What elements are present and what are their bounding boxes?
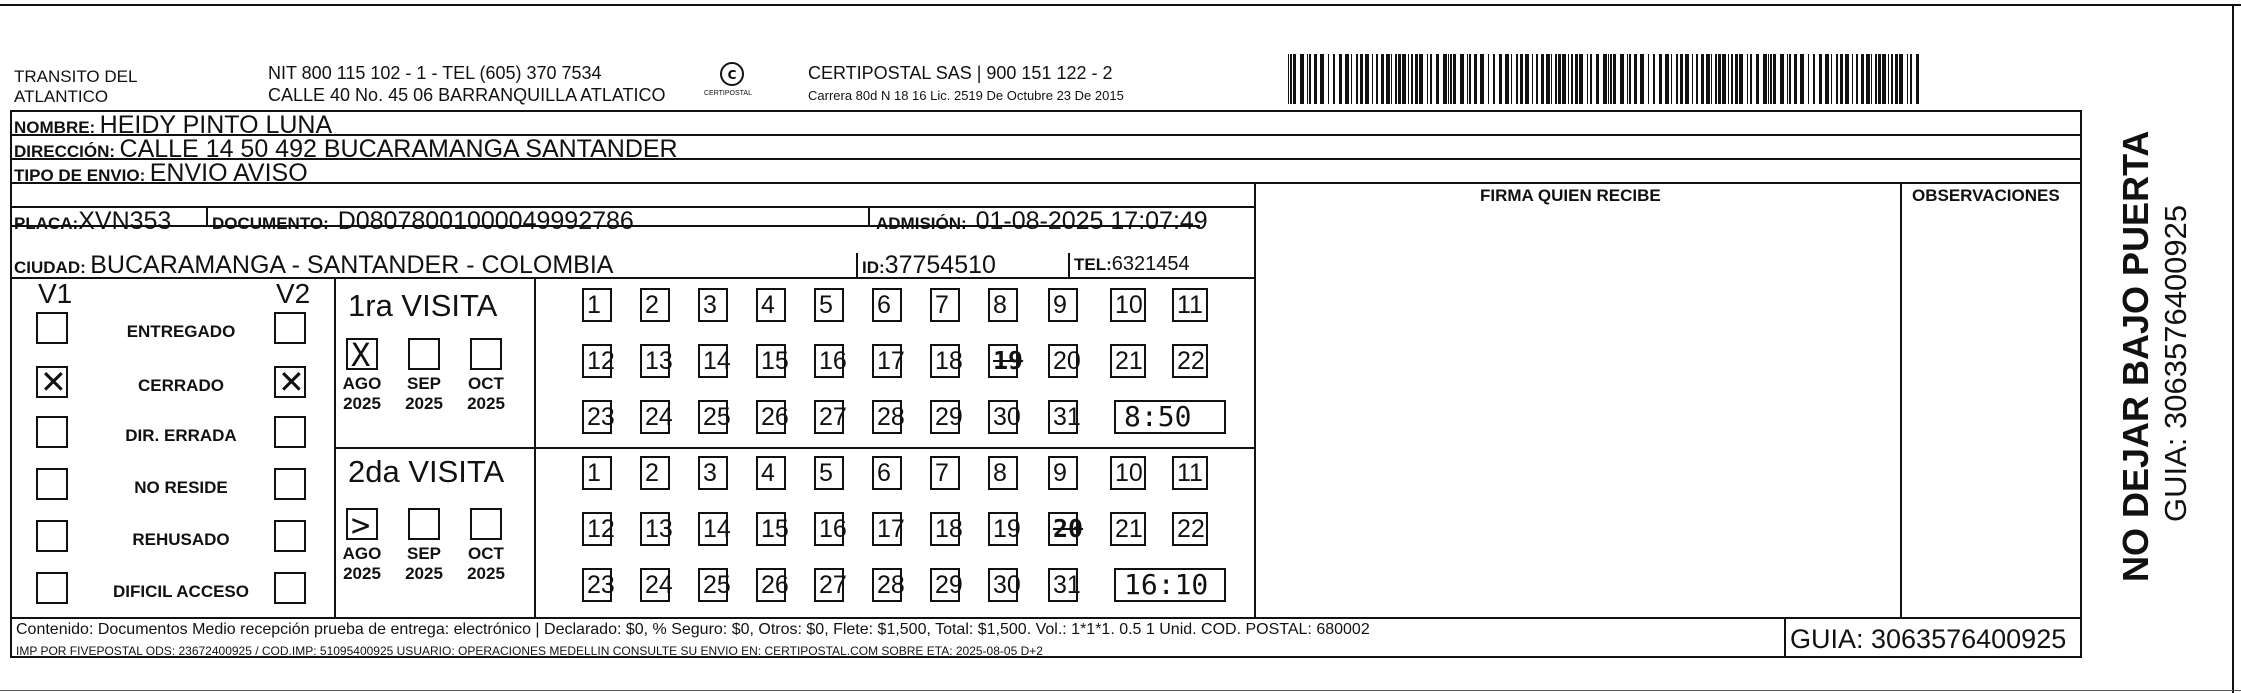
barcode-bar xyxy=(1696,54,1698,104)
barcode-bar xyxy=(1866,54,1870,104)
barcode-bar xyxy=(1493,54,1495,104)
barcode-bar xyxy=(1750,54,1752,104)
address-label: DIRECCIÓN: xyxy=(14,142,116,161)
barcode-bar xyxy=(1328,54,1329,104)
barcode-bar xyxy=(1571,54,1573,104)
barcode-bar xyxy=(1376,54,1378,104)
barcode-bar xyxy=(1722,54,1726,104)
address-row xyxy=(14,137,678,162)
barcode-bar xyxy=(1590,54,1592,104)
first-day-8[interactable]: 8 xyxy=(988,288,1018,322)
barcode-bar xyxy=(1402,54,1406,104)
month-name: AGO xyxy=(342,374,382,393)
barcode-bar xyxy=(1856,54,1858,104)
first-day-25[interactable]: 25 xyxy=(698,400,728,434)
side-guide: GUIA: 3063576400925 xyxy=(2158,204,2193,522)
second-month-box-0[interactable] xyxy=(346,506,378,544)
barcode-bar xyxy=(1430,54,1432,104)
second-month-box-1[interactable] xyxy=(408,508,440,540)
city-value: BUCARAMANGA - SANTANDER - COLOMBIA xyxy=(90,251,614,279)
admission-value: 01-08-2025 17:07:49 xyxy=(975,207,1208,235)
first-month-label-1 xyxy=(394,374,454,414)
courier-line: CERTIPOSTAL SAS | 900 151 122 - 2 xyxy=(808,63,1113,83)
second-month-box-2[interactable] xyxy=(470,508,502,540)
second-day-1[interactable]: 1 xyxy=(582,456,612,490)
v2-checkbox-1[interactable] xyxy=(274,363,306,401)
barcode-bar xyxy=(1676,54,1678,104)
first-day-3[interactable]: 3 xyxy=(698,288,728,322)
barcode-bar xyxy=(1443,54,1447,104)
first-visit-time[interactable]: 8:50 xyxy=(1114,400,1226,434)
barcode-bar xyxy=(1613,54,1616,104)
month-year: 2025 xyxy=(467,394,505,413)
second-day-23[interactable]: 23 xyxy=(582,568,612,602)
barcode-bar xyxy=(1516,54,1518,104)
barcode-bar xyxy=(1608,54,1609,104)
document-label: DOCUMENTO: xyxy=(212,214,329,233)
second-day-2[interactable]: 2 xyxy=(640,456,670,490)
logo-text: CERTIPOSTAL xyxy=(704,90,752,97)
recipient-address: CALLE 14 50 492 BUCARAMANGA SANTANDER xyxy=(119,135,678,163)
v2-checkbox-5[interactable] xyxy=(274,572,306,604)
second-visit-title: 2da VISITA xyxy=(348,454,505,489)
tel-value: 6321454 xyxy=(1111,253,1190,275)
first-day-4[interactable]: 4 xyxy=(756,288,786,322)
second-day-10[interactable]: 10 xyxy=(1110,456,1146,490)
second-day-4[interactable]: 4 xyxy=(756,456,786,490)
barcode-bar xyxy=(1852,54,1853,104)
barcode-bar xyxy=(1706,54,1710,104)
barcode-bar xyxy=(1293,54,1296,104)
barcode-bar xyxy=(1819,54,1822,104)
first-day-marked: 19 xyxy=(993,346,1024,375)
barcode-bar xyxy=(1701,54,1704,104)
first-month-box-0[interactable] xyxy=(346,336,378,374)
barcode-bar xyxy=(1568,54,1569,104)
barcode-bar xyxy=(1845,54,1849,104)
barcode-bar xyxy=(1309,54,1311,104)
guide-box: GUIA: 3063576400925 xyxy=(1790,624,2067,654)
barcode-bar xyxy=(1747,54,1748,104)
barcode-bar xyxy=(1728,54,1729,104)
barcode-bar xyxy=(1579,54,1583,104)
barcode-bar xyxy=(1365,54,1369,104)
status-label-0: ENTREGADO xyxy=(126,322,236,341)
barcode-bar xyxy=(1692,54,1693,104)
content-line: Contenido: Documentos Medio recepción prueba de entrega: electrónico | Declarado: $0, % Seguro: $0, Otros: $0, Flete: $1,500, Total: $1,500. Vol.: 1*1*1. 0.5 1 Unid. COD. POSTAL: 680002 xyxy=(16,621,1370,638)
barcode-bar xyxy=(1634,54,1637,104)
barcode-bar xyxy=(1878,54,1881,104)
recipient-name: HEIDY PINTO LUNA xyxy=(99,111,333,139)
status-label-3: NO RESIDE xyxy=(134,478,228,497)
barcode-bar xyxy=(1831,54,1832,104)
first-day-1[interactable]: 1 xyxy=(582,288,612,322)
barcode-bar xyxy=(1891,54,1893,104)
barcode-bar xyxy=(1474,54,1477,104)
barcode-bar xyxy=(1345,54,1349,104)
barcode-bar xyxy=(1768,54,1769,104)
company-line1: TRANSITO DEL xyxy=(14,67,138,86)
barcode-bar xyxy=(1541,54,1544,104)
barcode-bar xyxy=(1467,54,1468,104)
first-day-16[interactable]: 16 xyxy=(814,344,844,378)
courier-address: Carrera 80d N 18 16 Lic. 2519 De Octubre 23 De 2015 xyxy=(808,88,1124,103)
barcode-bar xyxy=(1787,54,1788,104)
first-day-5[interactable]: 5 xyxy=(814,288,844,322)
barcode-bar xyxy=(1551,54,1552,104)
signature-header: FIRMA QUIEN RECIBE xyxy=(1480,186,1661,205)
first-day-19[interactable] xyxy=(988,344,1024,378)
first-day-11[interactable]: 11 xyxy=(1172,288,1208,322)
second-day-20[interactable] xyxy=(1048,512,1084,546)
name-label: NOMBRE: xyxy=(14,118,96,137)
first-day-17[interactable]: 17 xyxy=(872,344,902,378)
first-day-31[interactable]: 31 xyxy=(1048,400,1078,434)
second-day-15[interactable]: 15 xyxy=(756,512,786,546)
barcode-bar xyxy=(1450,54,1452,104)
second-day-21[interactable]: 21 xyxy=(1110,512,1146,546)
first-day-18[interactable]: 18 xyxy=(930,344,960,378)
barcode-bar xyxy=(1381,54,1384,104)
type-row xyxy=(14,161,308,186)
barcode-bar xyxy=(1360,54,1363,104)
barcode-bar xyxy=(1575,54,1578,104)
id-cell xyxy=(862,253,996,278)
month-year: 2025 xyxy=(405,394,443,413)
v2-checkbox-0[interactable] xyxy=(274,312,306,344)
barcode-bar xyxy=(1659,54,1662,104)
barcode-bar xyxy=(1718,54,1721,104)
barcode-bar xyxy=(1546,54,1550,104)
tel-label: TEL: xyxy=(1074,255,1112,274)
second-day-19[interactable]: 19 xyxy=(988,512,1018,546)
second-visit-time[interactable]: 16:10 xyxy=(1114,568,1226,602)
barcode-bar xyxy=(1448,54,1449,104)
barcode-bar xyxy=(1629,54,1631,104)
barcode-bar xyxy=(1460,54,1464,104)
v1-checkbox-0[interactable] xyxy=(36,312,68,344)
first-day-26[interactable]: 26 xyxy=(756,400,786,434)
city-cell xyxy=(14,253,613,278)
barcode-bar xyxy=(1800,54,1804,104)
barcode-bar xyxy=(1419,54,1423,104)
plate-label: PLACA: xyxy=(14,214,79,233)
id-value: 37754510 xyxy=(884,251,996,279)
first-day-7[interactable]: 7 xyxy=(930,288,960,322)
second-day-28[interactable]: 28 xyxy=(872,568,902,602)
shipment-type: ENVIO AVISO xyxy=(149,159,308,187)
first-day-22[interactable]: 22 xyxy=(1172,344,1208,378)
first-month-box-2[interactable] xyxy=(470,338,502,370)
barcode-bar xyxy=(1671,54,1672,104)
v2-check-mark: ✕ xyxy=(278,363,305,401)
second-day-24[interactable]: 24 xyxy=(640,568,670,602)
second-day-27[interactable]: 27 xyxy=(814,568,844,602)
barcode-bar xyxy=(1910,54,1912,104)
first-day-9[interactable]: 9 xyxy=(1048,288,1078,322)
first-visit-title: 1ra VISITA xyxy=(348,288,498,323)
second-day-9[interactable]: 9 xyxy=(1048,456,1078,490)
plate-value: XVN353 xyxy=(78,207,172,235)
id-label: ID: xyxy=(862,258,885,277)
second-month-label-0 xyxy=(332,544,392,584)
barcode-bar xyxy=(1648,54,1649,104)
status-label-2: DIR. ERRADA xyxy=(125,426,237,445)
imp-line: IMP POR FIVEPOSTAL ODS: 23672400925 / COD.IMP: 51095400925 USUARIO: OPERACIONES MEDELLIN CONSULTE SU ENVIO EN: CERTIPOSTAL.COM SOBRE ETA: 2025-08-05 D+2 xyxy=(16,644,1043,658)
second-day-6[interactable]: 6 xyxy=(872,456,902,490)
barcode-bar xyxy=(1596,54,1599,104)
first-month-label-2 xyxy=(456,374,516,414)
barcode-bar xyxy=(1314,54,1317,104)
first-day-6[interactable]: 6 xyxy=(872,288,902,322)
month-name: OCT xyxy=(468,374,504,393)
svg-text:C: C xyxy=(727,68,737,82)
barcode-bar xyxy=(1555,54,1557,104)
barcode-bar xyxy=(1320,54,1324,104)
barcode-bar xyxy=(1333,54,1335,104)
v1-checkbox-5[interactable] xyxy=(36,572,68,604)
second-day-22[interactable]: 22 xyxy=(1172,512,1208,546)
barcode-bar xyxy=(1685,54,1689,104)
barcode-bar xyxy=(1871,54,1872,104)
second-day-12[interactable]: 12 xyxy=(582,512,612,546)
first-day-24[interactable]: 24 xyxy=(640,400,670,434)
barcode-bar xyxy=(1562,54,1566,104)
first-day-21[interactable]: 21 xyxy=(1110,344,1146,378)
barcode-bar xyxy=(1711,54,1712,104)
barcode-bar xyxy=(1813,54,1815,104)
barcode-bar xyxy=(1356,54,1358,104)
first-day-12[interactable]: 12 xyxy=(582,344,612,378)
month-name: SEP xyxy=(406,374,442,393)
tel-cell xyxy=(1074,254,1190,274)
barcode-bar xyxy=(1739,54,1743,104)
signature-area[interactable] xyxy=(1256,208,1898,615)
city-label: CIUDAD: xyxy=(14,258,86,277)
barcode-bar xyxy=(1505,54,1509,104)
barcode-bar xyxy=(1825,54,1829,104)
company-line2: ATLANTICO xyxy=(14,87,109,106)
barcode-bar xyxy=(1610,54,1612,104)
v1-check-mark: ✕ xyxy=(40,363,67,401)
barcode-bar xyxy=(1895,54,1898,104)
barcode-bar xyxy=(1499,54,1502,104)
second-day-29[interactable]: 29 xyxy=(930,568,960,602)
bottom-line xyxy=(0,690,2241,691)
v2-checkbox-2[interactable] xyxy=(274,416,306,448)
barcode xyxy=(1288,54,1924,104)
barcode-bar xyxy=(1627,54,1628,104)
second-day-25[interactable]: 25 xyxy=(698,568,728,602)
first-month-box-1[interactable] xyxy=(408,338,440,370)
barcode-bar xyxy=(1888,54,1889,104)
barcode-bar xyxy=(1536,54,1538,104)
barcode-bar xyxy=(1763,54,1767,104)
barcode-bar xyxy=(1453,54,1456,104)
second-day-13[interactable]: 13 xyxy=(640,512,670,546)
nit-line: NIT 800 115 102 - 1 - TEL (605) 370 7534 xyxy=(268,63,602,83)
type-label: TIPO DE ENVIO: xyxy=(14,166,146,185)
v1-checkbox-3[interactable] xyxy=(36,468,68,500)
barcode-bar xyxy=(1808,54,1809,104)
first-day-15[interactable]: 15 xyxy=(756,344,786,378)
admission-cell xyxy=(876,209,1208,234)
barcode-bar xyxy=(1290,54,1292,104)
first-day-2[interactable]: 2 xyxy=(640,288,670,322)
barcode-bar xyxy=(1836,54,1838,104)
second-month-label-1 xyxy=(394,544,454,584)
barcode-bar xyxy=(1558,54,1561,104)
first-day-20[interactable]: 20 xyxy=(1048,344,1078,378)
first-day-27[interactable]: 27 xyxy=(814,400,844,434)
second-day-11[interactable]: 11 xyxy=(1172,456,1208,490)
second-day-30[interactable]: 30 xyxy=(988,568,1018,602)
barcode-bar xyxy=(1653,54,1655,104)
barcode-bar xyxy=(1386,54,1390,104)
right-border xyxy=(2232,4,2234,693)
barcode-bar xyxy=(1603,54,1607,104)
status-label-5: DIFICIL ACCESO xyxy=(112,582,249,601)
address-line: CALLE 40 No. 45 06 BARRANQUILLA ATLATICO xyxy=(268,85,666,105)
second-day-31[interactable]: 31 xyxy=(1048,568,1078,602)
barcode-bar xyxy=(1469,54,1471,104)
v1-checkbox-2[interactable] xyxy=(36,416,68,448)
second-day-marked: 20 xyxy=(1053,514,1084,543)
first-day-28[interactable]: 28 xyxy=(872,400,902,434)
barcode-bar xyxy=(1875,54,1877,104)
barcode-bar xyxy=(1307,54,1308,104)
barcode-bar xyxy=(1525,54,1529,104)
barcode-bar xyxy=(1587,54,1588,104)
second-day-14[interactable]: 14 xyxy=(698,512,728,546)
barcode-bar xyxy=(1288,54,1289,104)
first-month-mark: X xyxy=(351,336,371,374)
observations-area[interactable] xyxy=(1902,208,2080,615)
second-day-5[interactable]: 5 xyxy=(814,456,844,490)
barcode-bar xyxy=(1427,54,1428,104)
barcode-bar xyxy=(1391,54,1392,104)
second-day-3[interactable]: 3 xyxy=(698,456,728,490)
v1-label: V1 xyxy=(38,278,73,309)
second-day-8[interactable]: 8 xyxy=(988,456,1018,490)
second-day-17[interactable]: 17 xyxy=(872,512,902,546)
barcode-bar xyxy=(1398,54,1401,104)
barcode-bar xyxy=(1780,54,1784,104)
barcode-bar xyxy=(1794,54,1797,104)
barcode-bar xyxy=(1882,54,1886,104)
barcode-bar xyxy=(1731,54,1733,104)
barcode-bar xyxy=(1861,54,1864,104)
courier-logo xyxy=(704,60,752,100)
barcode-bar xyxy=(1756,54,1759,104)
barcode-bar xyxy=(1899,54,1903,104)
status-label-1: CERRADO xyxy=(138,376,224,395)
barcode-bar xyxy=(1840,54,1843,104)
barcode-bar xyxy=(1735,54,1738,104)
first-day-30[interactable]: 30 xyxy=(988,400,1018,434)
barcode-bar xyxy=(1480,54,1484,104)
top-border xyxy=(0,4,2241,6)
v2-checkbox-3[interactable] xyxy=(274,468,306,500)
month-year: 2025 xyxy=(343,394,381,413)
barcode-bar xyxy=(1620,54,1624,104)
barcode-bar xyxy=(1488,54,1489,104)
month-year: 2025 xyxy=(467,564,505,583)
barcode-bar xyxy=(1511,54,1512,104)
barcode-bar xyxy=(1773,54,1776,104)
barcode-bar xyxy=(1408,54,1409,104)
barcode-bar xyxy=(1715,54,1717,104)
second-day-18[interactable]: 18 xyxy=(930,512,960,546)
barcode-bar xyxy=(1532,54,1533,104)
barcode-bar xyxy=(1680,54,1683,104)
second-month-mark: > xyxy=(351,506,371,544)
barcode-bar xyxy=(1665,54,1669,104)
barcode-bar xyxy=(1789,54,1791,104)
second-day-7[interactable]: 7 xyxy=(930,456,960,490)
first-month-label-0 xyxy=(332,374,392,414)
v2-label: V2 xyxy=(276,278,311,309)
v1-checkbox-4[interactable] xyxy=(36,520,68,552)
barcode-bar xyxy=(1339,54,1342,104)
first-day-29[interactable]: 29 xyxy=(930,400,960,434)
month-year: 2025 xyxy=(343,564,381,583)
second-day-26[interactable]: 26 xyxy=(756,568,786,602)
barcode-bar xyxy=(1372,54,1373,104)
barcode-bar xyxy=(1916,54,1919,104)
first-day-14[interactable]: 14 xyxy=(698,344,728,378)
status-label-4: REHUSADO xyxy=(132,530,230,549)
month-year: 2025 xyxy=(405,564,443,583)
document-value: D08078001000049992786 xyxy=(337,207,634,235)
barcode-bar xyxy=(1907,54,1908,104)
barcode-bar xyxy=(1640,54,1644,104)
observations-header: OBSERVACIONES xyxy=(1912,186,2060,205)
barcode-bar xyxy=(1436,54,1439,104)
first-day-10[interactable]: 10 xyxy=(1110,288,1146,322)
barcode-bar xyxy=(1770,54,1772,104)
v2-checkbox-4[interactable] xyxy=(274,520,306,552)
second-month-label-2 xyxy=(456,544,516,584)
barcode-bar xyxy=(1520,54,1523,104)
barcode-bar xyxy=(1351,54,1352,104)
second-day-16[interactable]: 16 xyxy=(814,512,844,546)
document-cell xyxy=(212,209,634,234)
month-name: SEP xyxy=(406,544,442,563)
month-name: OCT xyxy=(468,544,504,563)
side-warning: NO DEJAR BAJO PUERTA xyxy=(2115,130,2156,582)
plate-cell xyxy=(14,209,171,234)
v1-checkbox-1[interactable] xyxy=(36,363,68,401)
month-name: AGO xyxy=(342,544,382,563)
first-day-23[interactable]: 23 xyxy=(582,400,612,434)
barcode-bar xyxy=(1300,54,1304,104)
barcode-bar xyxy=(1415,54,1418,104)
admission-label: ADMISIÓN: xyxy=(876,214,967,233)
first-day-13[interactable]: 13 xyxy=(640,344,670,378)
barcode-bar xyxy=(1411,54,1413,104)
barcode-bar xyxy=(1395,54,1397,104)
